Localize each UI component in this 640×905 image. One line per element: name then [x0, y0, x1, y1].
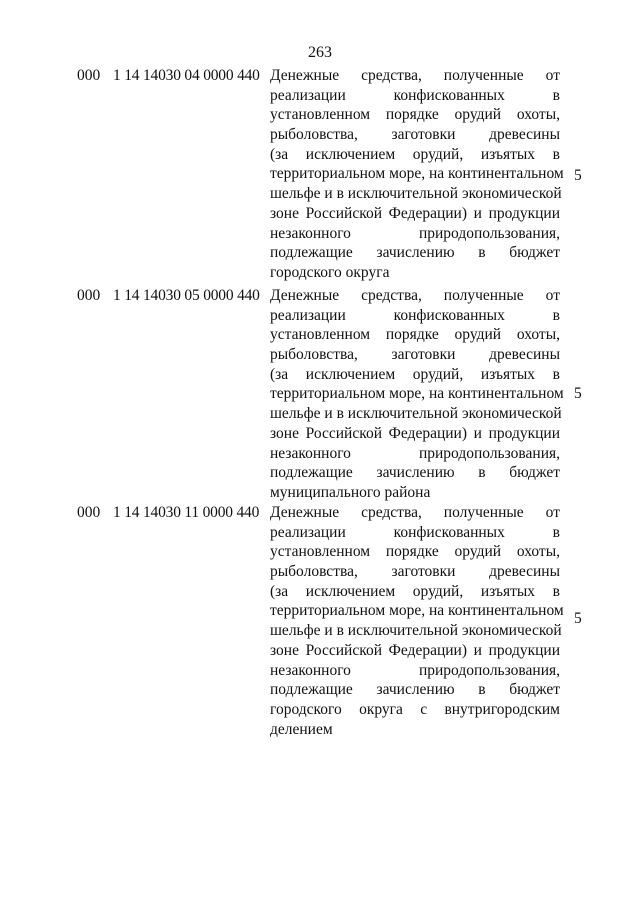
description-line: (за исключением орудий, изъятых в: [270, 582, 560, 600]
description-line: делением: [270, 720, 333, 738]
description-line: незаконного природопользования,: [270, 661, 560, 679]
norm-value: 5: [574, 385, 582, 402]
description-line: городского округа с внутригородским: [270, 700, 560, 718]
description-line: подлежащие зачислению в бюджет: [270, 464, 560, 482]
kbk-code: 1 14 14030 04 0000 440: [113, 67, 260, 84]
description-line: зоне Российской Федерации) и продукции: [270, 424, 560, 442]
income-description: [270, 503, 564, 739]
income-description: [270, 66, 564, 283]
description-line: реализации конфискованных в: [270, 86, 560, 104]
description-line: подлежащие зачислению в бюджет: [270, 244, 560, 262]
description-line: территориальном море, на континентальном: [270, 165, 564, 183]
admin-code: 000: [77, 504, 101, 521]
income-description: [270, 286, 564, 503]
admin-code: 000: [77, 287, 101, 304]
description-line: (за исключением орудий, изъятых в: [270, 145, 560, 163]
description-line: территориальном море, на континентальном: [270, 602, 564, 620]
description-line: шельфе и в исключительной экономической: [270, 185, 562, 203]
description-line: зоне Российской Федерации) и продукции: [270, 641, 560, 659]
description-line: Денежные средства, полученные от: [270, 67, 560, 84]
description-line: территориальном море, на континентальном: [270, 385, 564, 403]
description-line: шельфе и в исключительной экономической: [270, 405, 562, 423]
description-line: незаконного природопользования,: [270, 444, 560, 462]
description-line: реализации конфискованных в: [270, 306, 560, 324]
description-line: подлежащие зачислению в бюджет: [270, 681, 560, 699]
norm-value: 5: [574, 167, 582, 184]
description-line: Денежные средства, полученные от: [270, 287, 560, 304]
description-line: шельфе и в исключительной экономической: [270, 622, 562, 640]
description-line: установленном порядке орудий охоты,: [270, 326, 560, 344]
description-line: (за исключением орудий, изъятых в: [270, 365, 560, 383]
description-line: муниципального района: [270, 483, 431, 501]
description-line: зоне Российской Федерации) и продукции: [270, 204, 560, 222]
description-line: городского округа: [270, 263, 390, 281]
description-line: Денежные средства, полученные от: [270, 504, 560, 521]
description-line: рыболовства, заготовки древесины: [270, 346, 560, 364]
description-line: установленном порядке орудий охоты,: [270, 106, 560, 124]
admin-code: 000: [77, 67, 101, 84]
page-number: 263: [308, 44, 332, 61]
description-line: реализации конфискованных в: [270, 523, 560, 541]
description-line: незаконного природопользования,: [270, 224, 560, 242]
description-line: рыболовства, заготовки древесины: [270, 126, 560, 144]
norm-value: 5: [574, 610, 582, 627]
kbk-code: 1 14 14030 11 0000 440: [113, 504, 260, 521]
description-line: установленном порядке орудий охоты,: [270, 543, 560, 561]
kbk-code: 1 14 14030 05 0000 440: [113, 287, 260, 304]
description-line: рыболовства, заготовки древесины: [270, 563, 560, 581]
